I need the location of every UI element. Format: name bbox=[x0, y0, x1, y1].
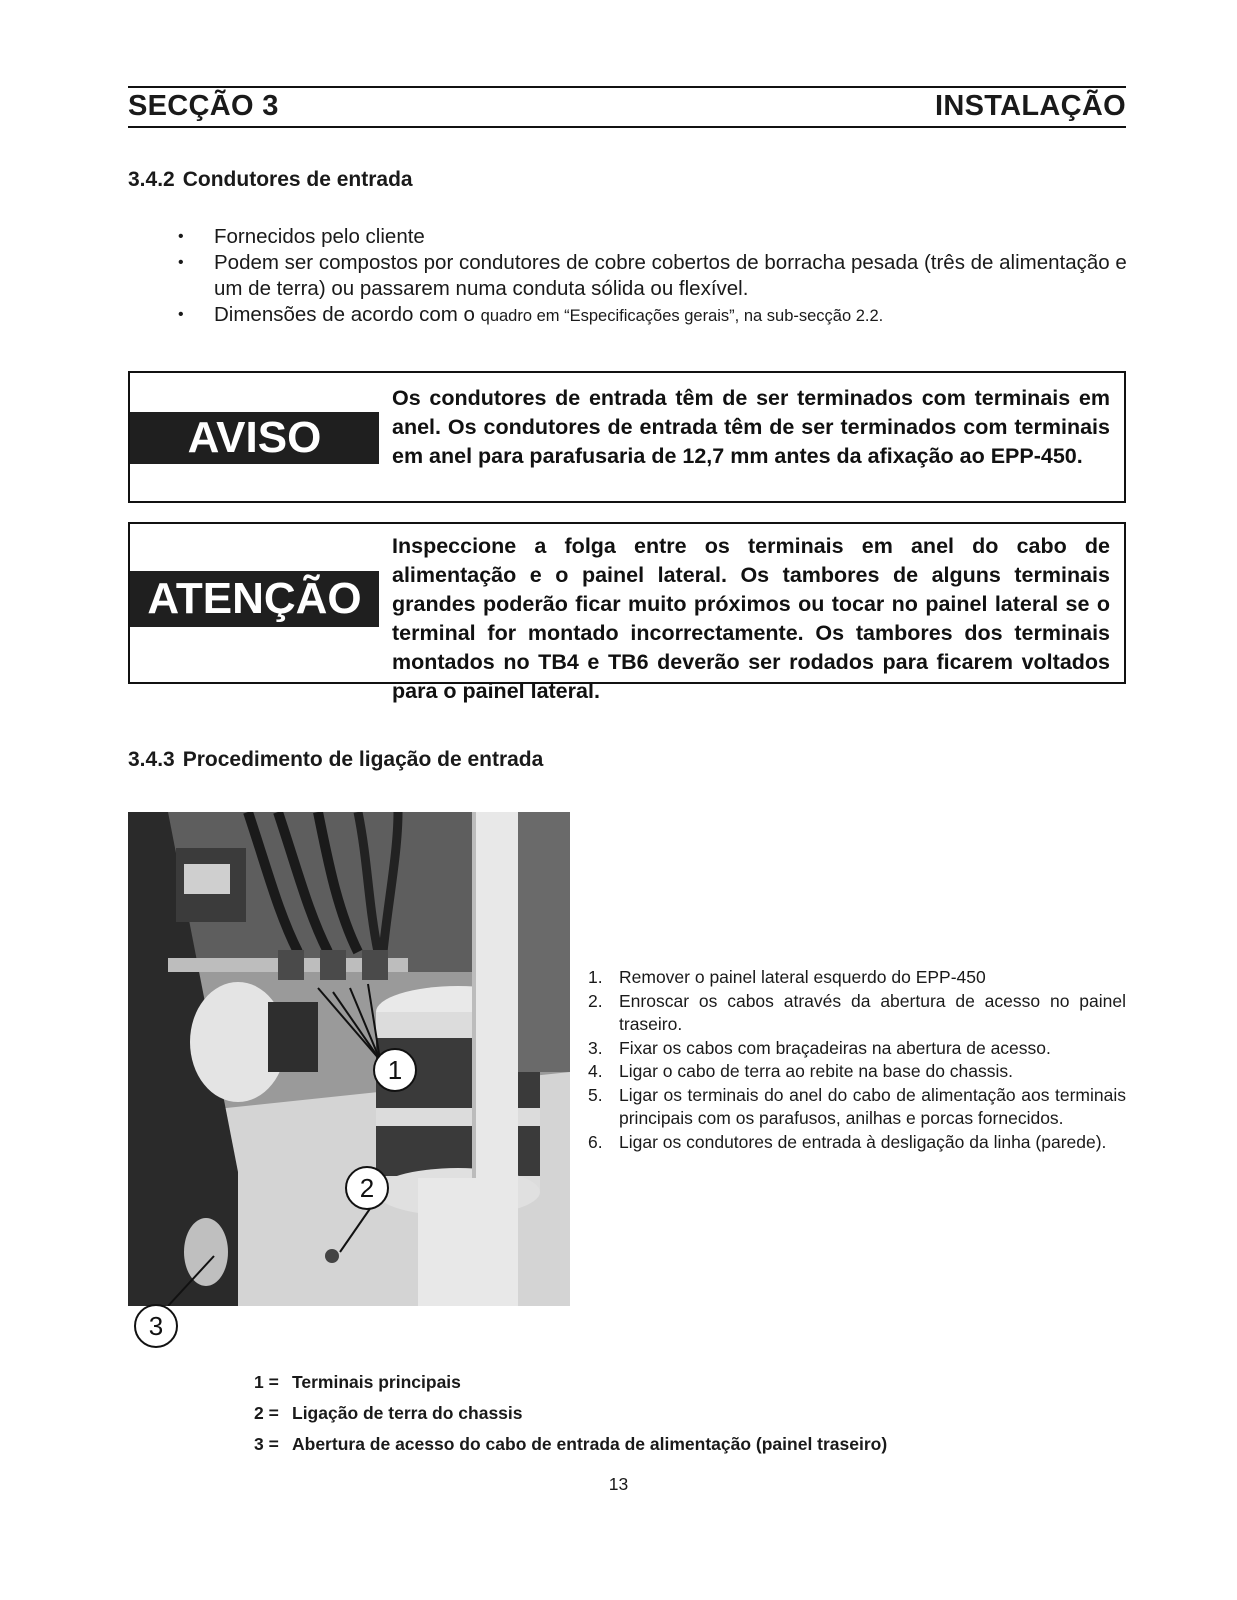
step-number: 2. bbox=[588, 990, 603, 1011]
legend-row bbox=[254, 1403, 887, 1434]
subheading-title: Procedimento de ligação de entrada bbox=[182, 748, 544, 771]
legend-text: Ligação de terra do chassis bbox=[292, 1403, 523, 1423]
subheading-3-4-3 bbox=[128, 748, 543, 772]
step-text: Remover o painel lateral esquerdo do EPP-450 bbox=[619, 967, 986, 987]
list-item bbox=[178, 224, 1128, 250]
list-item bbox=[178, 250, 1128, 302]
caution-label: ATENÇÃO bbox=[130, 571, 379, 627]
step-text: Fixar os cabos com braçadeiras na abertura de acesso. bbox=[619, 1037, 1051, 1058]
subheading-3-4-2 bbox=[128, 168, 413, 192]
step-number: 6. bbox=[588, 1131, 603, 1152]
legend-text: Terminais principais bbox=[292, 1372, 461, 1392]
bullet-list bbox=[178, 224, 1128, 329]
step-text: Ligar os terminais do anel do cabo de alimentação aos terminais principais com os parafusos, anilhas e porcas fornecidos. bbox=[619, 1084, 1126, 1128]
list-item bbox=[588, 1131, 1126, 1155]
list-item bbox=[588, 966, 1126, 990]
step-number: 5. bbox=[588, 1084, 603, 1105]
list-item bbox=[178, 302, 1128, 329]
legend-key: 1 = bbox=[254, 1372, 279, 1392]
warning-text: Os condutores de entrada têm de ser terminados com terminais em anel. Os condutores de entrada têm de ser terminados com terminais em anel para parafusaria de 12,7 mm antes da afixação ao EPP-450. bbox=[392, 386, 1110, 468]
equipment-photo bbox=[128, 812, 570, 1306]
bullet-icon: • bbox=[178, 254, 184, 271]
legend-text: Abertura de acesso do cabo de entrada de alimentação (painel traseiro) bbox=[292, 1434, 888, 1454]
legend-row bbox=[254, 1372, 887, 1403]
page-number: 13 bbox=[608, 1474, 629, 1494]
figure-legend bbox=[254, 1372, 887, 1465]
step-number: 3. bbox=[588, 1037, 603, 1058]
bullet-icon: • bbox=[178, 306, 184, 323]
callout-1: 1 bbox=[373, 1048, 417, 1092]
caution-text: Inspeccione a folga entre os terminais em anel do cabo de alimentação e o painel lateral. Os tambores de alguns terminais grandes poderão ficar muito próximos ou tocar no painel lateral se o terminal for montado incorrectamente. Os tambores dos terminais montados no TB4 e TB6 deverão ser rodados para ficarem voltados para o painel lateral. bbox=[392, 534, 1110, 703]
step-text: Enroscar os cabos através da abertura de acesso no painel traseiro. bbox=[619, 990, 1126, 1034]
bullet-text: Dimensões de acordo com o bbox=[214, 303, 481, 326]
subheading-number: 3.4.3 bbox=[128, 748, 175, 771]
header-top-rule bbox=[128, 86, 1126, 88]
step-text: Ligar os condutores de entrada à desligação da linha (parede). bbox=[619, 1131, 1107, 1152]
warning-label: AVISO bbox=[130, 412, 379, 464]
callout-3: 3 bbox=[134, 1304, 178, 1348]
legend-key: 3 = bbox=[254, 1434, 279, 1454]
list-item bbox=[588, 1037, 1126, 1061]
callout-2: 2 bbox=[345, 1166, 389, 1210]
warning-box bbox=[128, 371, 1126, 503]
section-label: SECÇÃO 3 bbox=[128, 90, 279, 122]
list-item bbox=[588, 1084, 1126, 1131]
bullet-text: Podem ser compostos por condutores de cobre cobertos de borracha pesada (três de alimentação e um de terra) ou passarem numa conduta sólida ou flexível. bbox=[214, 251, 1127, 300]
section-title: INSTALAÇÃO bbox=[935, 90, 1126, 122]
header-bottom-rule bbox=[128, 126, 1126, 128]
step-text: Ligar o cabo de terra ao rebite na base do chassis. bbox=[619, 1061, 1013, 1081]
step-number: 4. bbox=[588, 1061, 603, 1081]
bullet-text-small: quadro em “Especificações gerais”, na sub-secção 2.2. bbox=[480, 307, 884, 325]
procedure-steps bbox=[588, 966, 1126, 1154]
bullet-text: Fornecidos pelo cliente bbox=[214, 225, 425, 248]
bullet-icon: • bbox=[178, 228, 184, 245]
legend-row bbox=[254, 1434, 887, 1465]
list-item bbox=[588, 990, 1126, 1037]
caution-box bbox=[128, 522, 1126, 703]
subheading-number: 3.4.2 bbox=[128, 168, 175, 191]
step-number: 1. bbox=[588, 967, 603, 987]
subheading-title: Condutores de entrada bbox=[182, 168, 413, 191]
legend-key: 2 = bbox=[254, 1403, 279, 1423]
list-item bbox=[588, 1060, 1126, 1084]
